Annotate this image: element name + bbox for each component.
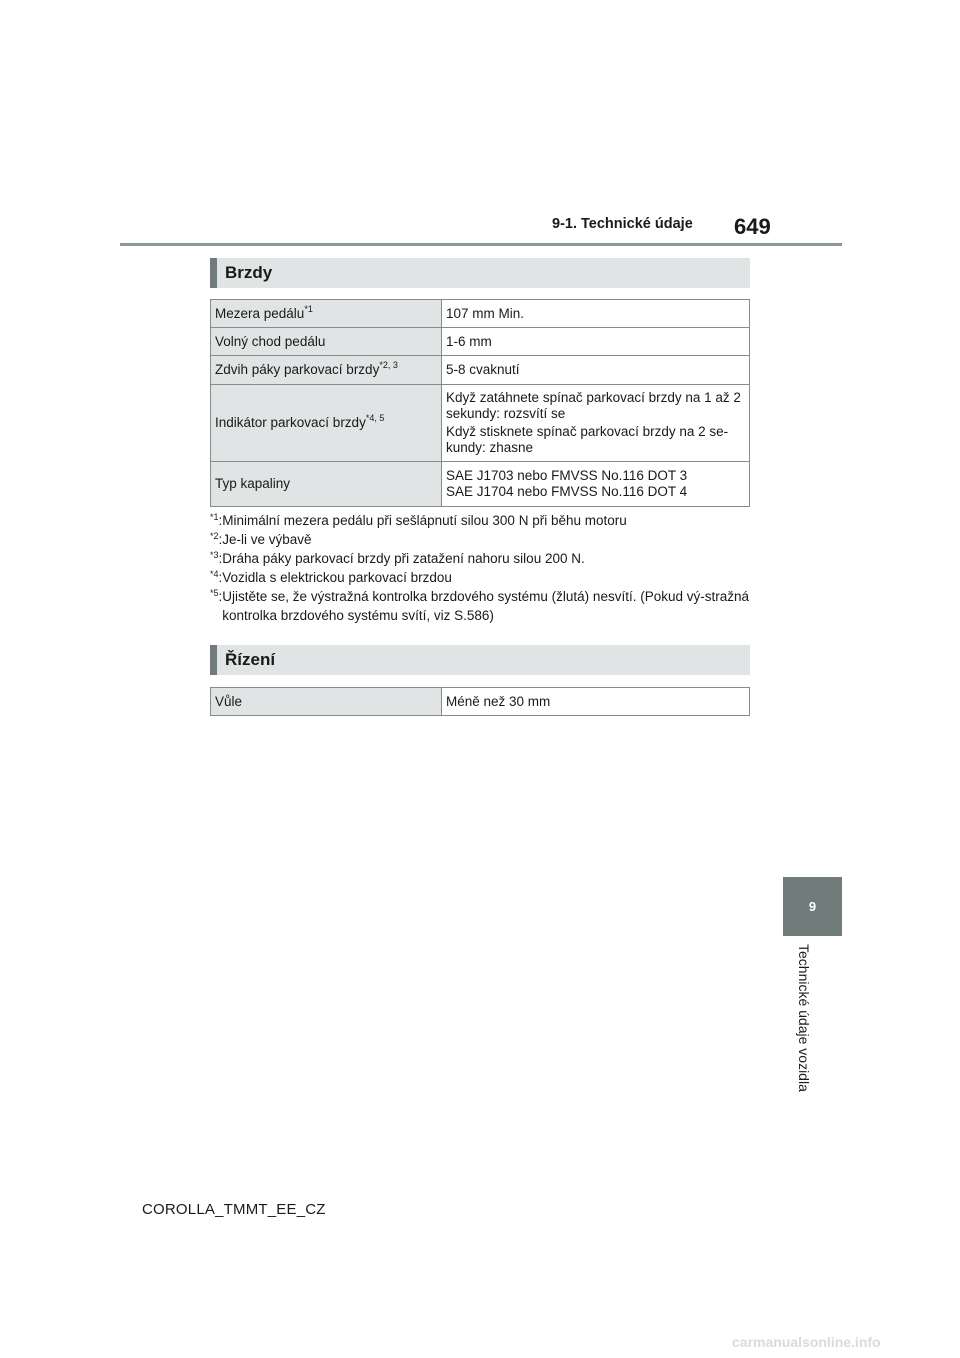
page-number: 649 <box>734 214 771 239</box>
footnotes <box>210 511 750 625</box>
row-label: Typ kapaliny <box>211 462 442 507</box>
watermark: carmanualsonline.info <box>732 1334 881 1350</box>
row-label: Vůle <box>211 688 442 716</box>
section-heading: 9-1. Technické údaje <box>552 216 693 232</box>
footnote: $^{*4}$: Vozidla s elektrickou parkovací brzdou <box>210 569 452 585</box>
footnote-ref: *1 <box>304 303 313 314</box>
row-value: Když zatáhnete spínač parkovací brzdy na 1 až 2 sekundy: rozsvítí se Když stisknete spínač parkovací brzdy na 2 se-kundy: zhasne <box>442 385 750 462</box>
footnote: $^{*1}$: Minimální mezera pedálu při sešlápnutí silou 300 N při běhu motoru <box>210 512 627 528</box>
footnote: $^{*2}$: Je-li ve výbavě <box>210 531 312 547</box>
row-value: 5-8 cvaknutí <box>442 356 750 385</box>
footnote: $^{*3}$: Dráha páky parkovací brzdy při zatažení nahoru silou 200 N. <box>210 550 585 566</box>
table-row <box>211 328 750 356</box>
footnote: $^{*5}$: Ujistěte se, že výstražná kontrolka brzdového systému (žlutá) nesvítí. (Pokud vý-stražná kontrolka brzdového systému svítí, viz S.586) <box>210 588 749 623</box>
table-row <box>211 356 750 385</box>
brakes-table <box>210 299 750 507</box>
row-label: Mezera pedálu$^{*1}$ <box>211 300 442 328</box>
steering-heading: Řízení <box>210 645 750 675</box>
steering-table <box>210 687 750 716</box>
header-divider <box>120 243 842 246</box>
table-row <box>211 300 750 328</box>
chapter-title: Technické údaje vozidla <box>796 944 812 1092</box>
table-row <box>211 385 750 462</box>
table-row <box>211 462 750 507</box>
row-value: SAE J1703 nebo FMVSS No.116 DOT 3 SAE J1704 nebo FMVSS No.116 DOT 4 <box>442 462 750 507</box>
row-value: Méně než 30 mm <box>442 688 750 716</box>
row-value: 1-6 mm <box>442 328 750 356</box>
row-label: Indikátor parkovací brzdy$^{*4, 5}$ <box>211 385 442 462</box>
footnote-ref: *4, 5 <box>365 413 385 423</box>
row-label: Volný chod pedálu <box>211 328 442 356</box>
document-code: COROLLA_TMMT_EE_CZ <box>142 1201 326 1218</box>
row-value: 107 mm Min. <box>442 300 750 328</box>
brakes-heading: Brzdy <box>210 258 750 288</box>
footnote-ref: *2, 3 <box>379 360 398 370</box>
chapter-tab: 9 <box>783 877 842 936</box>
table-row <box>211 688 750 716</box>
row-label: Zdvih páky parkovací brzdy$^{*2, 3}$ <box>211 356 442 385</box>
